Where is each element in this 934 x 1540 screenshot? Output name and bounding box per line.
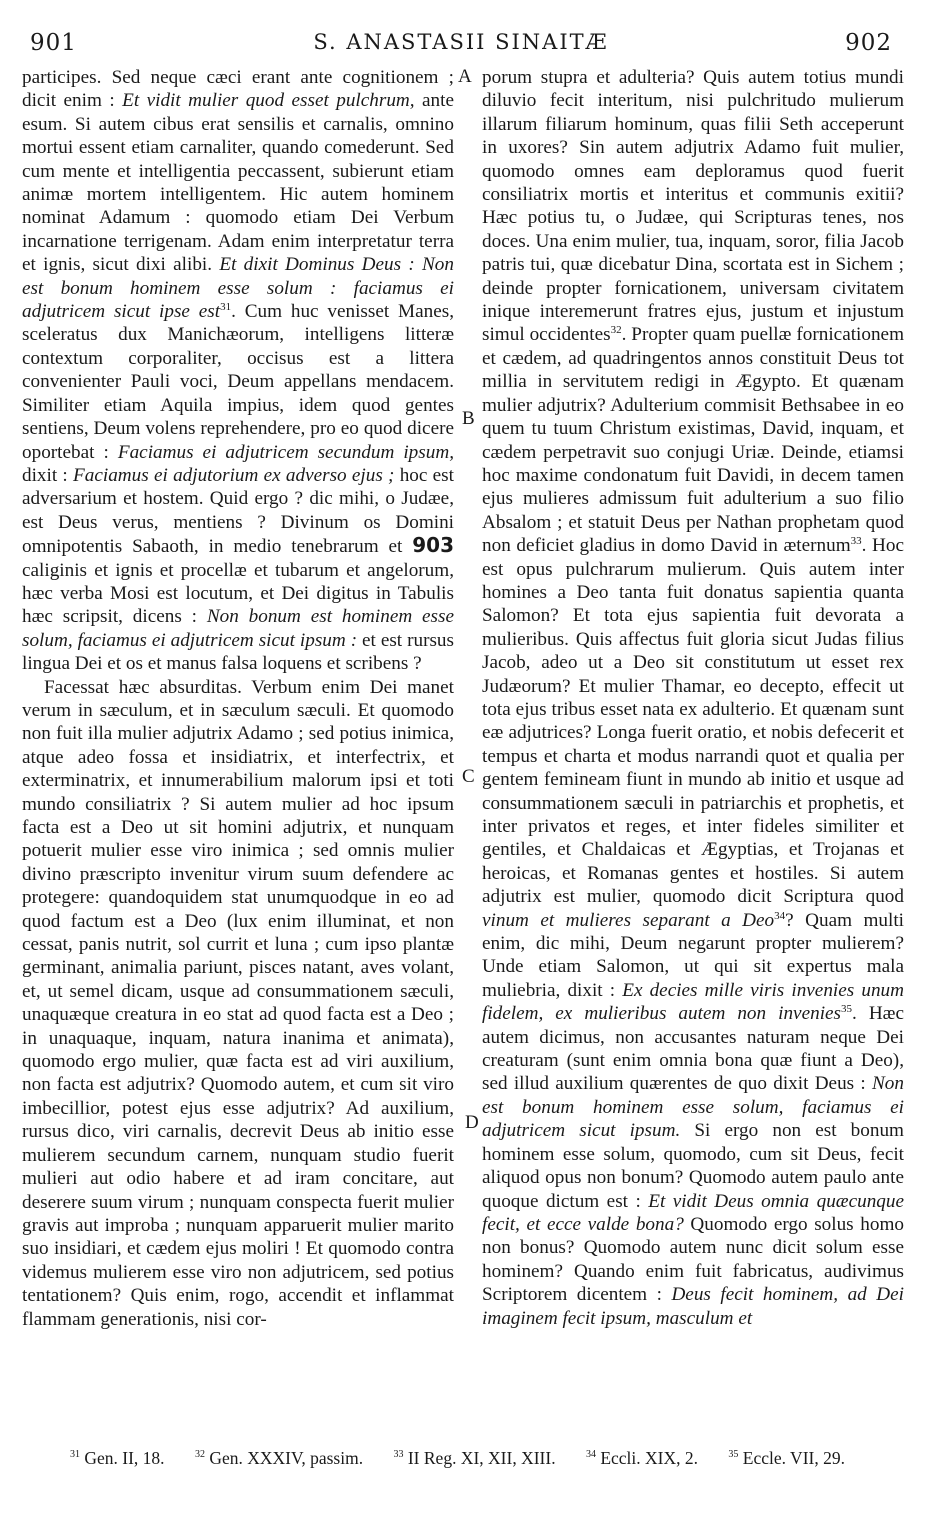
margin-marker-c: C xyxy=(462,766,475,787)
page-number-left: 901 xyxy=(30,30,77,56)
footnote: $^{31}$ Gen. II, 18. xyxy=(70,1448,165,1468)
footnote: $^{35}$ Eccle. VII, 29. xyxy=(728,1448,845,1468)
margin-marker-a: A xyxy=(458,66,472,87)
footnotes xyxy=(70,1448,900,1469)
paragraph: Facessat hæc absurditas. Verbum enim Dei manet verum in sæculum, et in sæculum sæculi. Et quomodo non fuit illa mulier adjutrix Adamo ; sed potius inimica, atque adeo fossa et insidiatrix, et interfectrix, et exterminatrix, et innumerabilium malorum ipsi et toti mundo consiliatrix ? Si autem mulier ad hoc ipsum facta est a Deo ut sit homini adjutrix, et nunquam potuerit mulier esse viro inimica ; sed omnis mulier divino præscripto invenitur virum suum defendere ac protegere: quandoquidem stat unumquodque in eo ad quod factum est a Deo (lux enim illuminat, et non cessat, panis nutrit, sol currit et luna ; cum ipso plantæ germinant, animalia pariunt, pisces natant, aves volant, et, ut semel dicam, usque ad consummationem sæculi, unaquæque creatura in eo stat ad quod facta est a Deo ; in unaquaque, inquam, natura inanima et animata), quomodo ergo mulier, quæ facta est ad viri auxilium, non facta est adjutrix? Quomodo autem, et cum sit viro imbecillior, potest ejus esse adjutrix? Ad auxilium, rursus dico, viri carnalis, decrevit Deus ab initio esse mulierem secundum carnem, nunquam studio fuerit mulieri aut odio habere et ad iram concitare, aut deserere suum virum ; nunquam conspecta fuerit mulier gravis aut improba ; nunquam apparuerit mulier marito suo insidiari, et cædem ejus moliri ! Et quomodo contra videmus mulierem esse viro non adjutricem, sed potius tentationem? Quis enim, rogo, accendit et inflammat flammam generationis, nisi cor- xyxy=(22,676,454,1330)
footnote-ref: 35 xyxy=(841,1003,853,1016)
left-column xyxy=(22,66,454,1331)
footnote: $^{34}$ Eccli. XIX, 2. xyxy=(585,1448,699,1468)
paragraph: participes. Sed neque cæci erant ante cognitionem ; dicit enim : Et vidit mulier quod esset pulchrum, ante esum. Si autem cibus erat sensilis et carnalis, omnino mortui essent etiam carnaliter, quando comederunt. Sed cum mente et intelligentia peccassent, subierunt etiam animæ mortem intelligentem. Hic autem hominem nominat Adamum : quomodo etiam Dei Verbum incarnatione terrigenam. Adam enim interpretatur terra et ignis, sicut dixi alibi. Et dixit Dominus Deus : Non est bonum hominem esse solum : faciamus ei adjutricem sicut ipse est$^{31}$. Cum huc venisset Manes, sceleratus dux Manichæorum, intelligens litteræ contextum corporaliter, occisus est a littera convenienter Pauli voci, Deum appellans mendacem. Similiter etiam Aquila impius, idem quod gentes sentiens, Deum volens reprehendere, pro eo quod dicere oportebat : Faciamus ei adjutricem secundum ipsum, dixit : Faciamus ei adjutorium ex adverso ejus ; hoc est adversarium et hostem. Quid ergo ? dic mihi, o Judæe, est Deus verus, mentiens ? Divinum os Domini omnipotentis Sabaoth, in medio tenebrarum et 903 caliginis et ignis et procellæ et tubarum et angelorum, hæc verba Mosi est locutum, et Dei digitus in Tabulis hæc scripsit, dicens : Non bonum est hominem esse solum, faciamus ei adjutricem sicut ipsum : et est rursus lingua Dei et os et manus falsa loquens et scribens ? xyxy=(22,67,455,675)
footnote-ref: 34 xyxy=(774,909,786,922)
paragraph: porum stupra et adulteria? Quis autem totius mundi diluvio fecit interitum, nisi pulchritudo mulierum illarum filiarum hominum, quas filii Seth acceperunt in uxores? Sin autem adjutrix Adamo fuit mulier, quomodo omnes eam deploramus quod fuerit consiliatrix mortis et interitus et communis exitii? Hæc potius tu, o Judæe, qui Scripturas tenes, nos doces. Una enim mulier, tua, inquam, soror, filia Jacob patris tui, quæ dicebatur Dina, scortata est in Sichem ; deinde propter fornicationem, universam civitatem inique interemerunt fratres ejus, justum et injustum simul occidentes$^{32}$. Propter quam puellæ fornicationem et cædem, ad quadringentos annos constituit Deus tot millia in servitutem redigi in Ægypto. Et quænam mulier adjutrix? Adulterium commisit Bethsabee in eo quem tu tuum Christum existimas, David, inquam, et cædem perpetravit suo conjugi Uriæ. Deinde, etiamsi hoc maxime condonatum fuit Davidi, in decem tamen ejus mulieres admissum fuit adulterium a suo filio Absalom ; et statuit Deus per Nathan prophetam quod non deficiet gladius in domo David in æternum$^{33}$. Hoc est opus pulchrarum mulierum. Quis autem inter homines a Deo tanta fuit donatus sapientia quanta Salomon? Et tota ejus sapientia fuit devorata a mulieribus. Quis affectus fuit gloria sicut Judas filius Jacob, adeo ut a Deo sit constitutum ut esset rex Judæorum? Et mulier Thamar, eo decepto, effecit ut tota ejus tribus esset nata ex adulterio. Et quænam sunt eæ adjutrices? Longa fuerit oratio, et nobis defecerit et tempus et charta et modus narrandi quot et qualia per gentem femineam fiunt in mundo ab initio et usque ad consummationem sæculi in patriarchis et prophetis, et inter privatos et reges, et inter fideles similiter et gentiles, et Chaldaicas et Ægyptias, et Trojanas et heroicas, et Romanas gentes et hostiles. Si autem adjutrix est mulier, quomodo dicit Scriptura quod vinum et mulieres separant a Deo$^{34}$? Quam multi enim, dic mihi, Deum negarunt propter mulierem? Unde etiam Salomon, ut qui sit expertus mala muliebria, dixit : Ex decies mille viris invenies unum fidelem, ex mulieribus autem non invenies$^{35}$. Hæc autem dicimus, non accusantes naturam neque Dei creaturam (sunt enim omnia bona quæ fiunt a Deo), sed illud auxilium quærentes de quo dixit Deus : Non est bonum hominem esse solum, faciamus ei adjutricem sicut ipsum. Si ergo non est bonum hominem esse solum, quomodo, cum sit Deus, fecit aliquod opus non bonum? Quomodo autem paulo ante quoque dictum est : Et vidit Deus omnia quæcunque fecit, et ecce valde bona? Quomodo ergo solus homo non bonus? Quomodo autem nunc dicit solum esse hominem? Quando enim fuit fabricatus, audivimus Scriptorem dicentem : Deus fecit hominem, ad Dei imaginem fecit ipsum, masculum et xyxy=(482,67,905,1329)
footnote-ref: 31 xyxy=(220,301,232,314)
column-number: 903 xyxy=(412,533,454,558)
margin-marker-d: D xyxy=(465,1112,479,1133)
footnote: $^{32}$ Gen. XXXIV, passim. xyxy=(194,1448,364,1468)
right-column xyxy=(482,66,904,1330)
running-title: S. ANASTASII SINAITÆ xyxy=(313,30,609,54)
margin-marker-b: B xyxy=(462,408,475,429)
page-number-right: 902 xyxy=(845,30,892,56)
running-header xyxy=(30,30,892,60)
footnote-ref: 32 xyxy=(610,324,622,337)
footnote: $^{33}$ II Reg. XI, XII, XIII. xyxy=(393,1448,556,1468)
footnote-ref: 33 xyxy=(850,535,862,548)
